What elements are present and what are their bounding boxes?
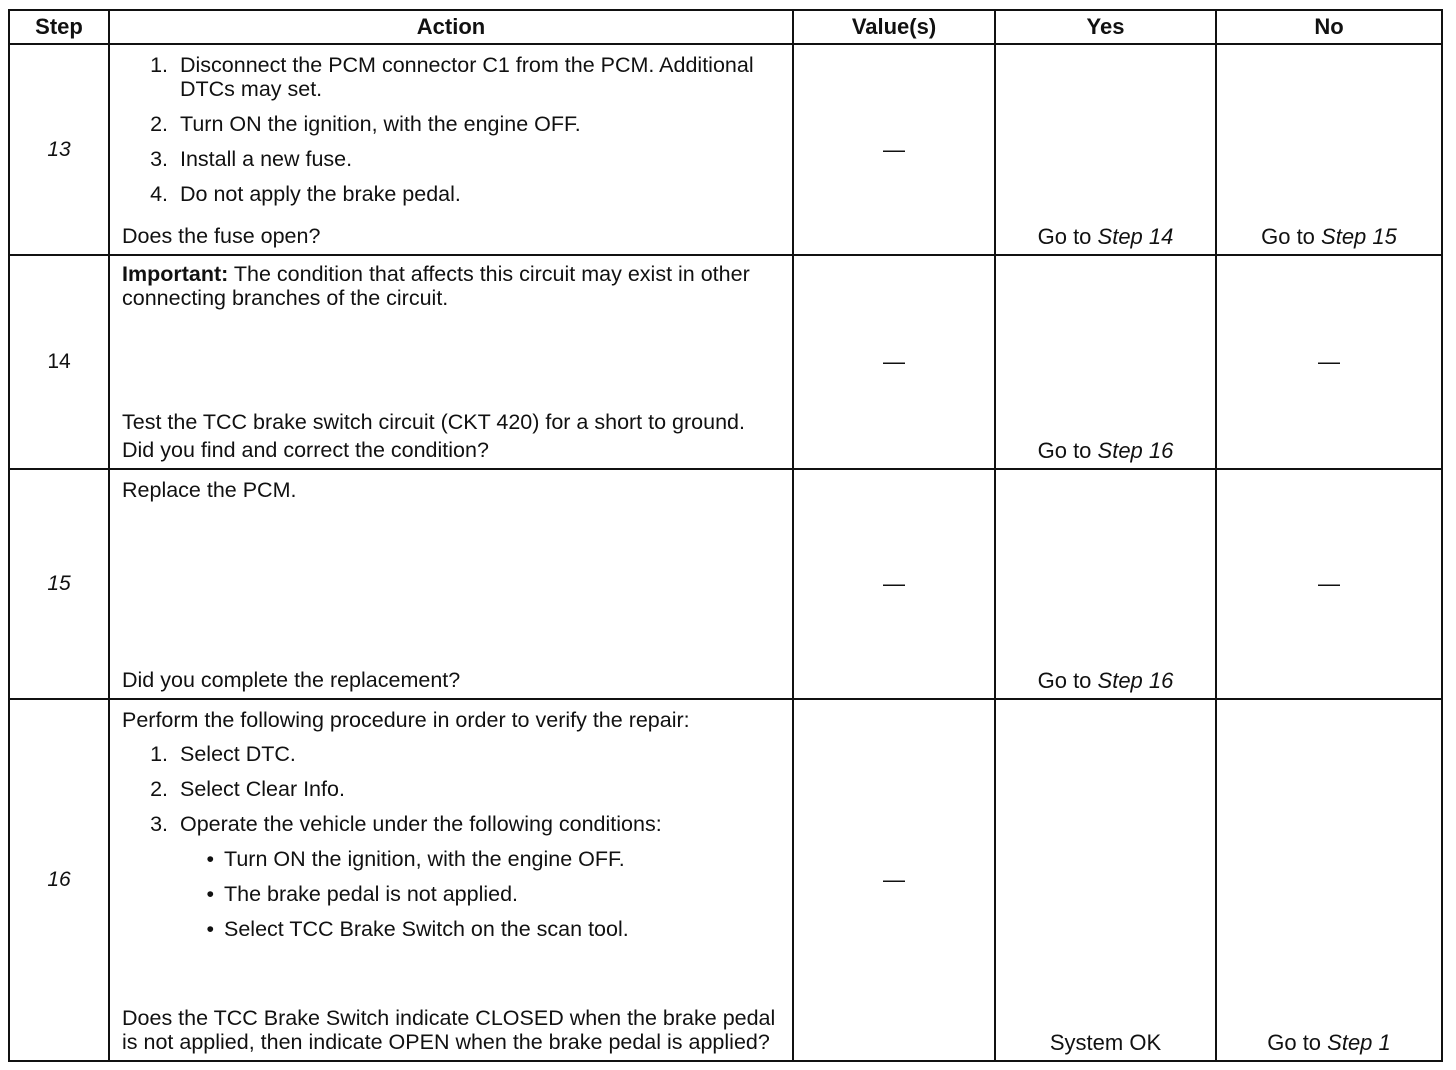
step-link: Step 16 [1097,438,1174,463]
important-note: Important: The condition that affects this circuit may exist in other connecting branches of the circuit. [122,262,750,310]
step-number: 16 [9,699,109,1061]
diagnostic-table [8,9,1443,1062]
list-item: 3. Operate the vehicle under the following conditions: [150,812,662,836]
table-row [9,699,1442,1061]
step-number: 14 [9,255,109,469]
list-item: 1. Select DTC. [150,742,296,766]
step-link: Step 1 [1327,1030,1391,1055]
step-link: Step 16 [1097,668,1174,693]
yes-cell: Go to Step 16 [995,469,1216,699]
list-item: 4. Do not apply the brake pedal. [150,182,461,206]
list-item: 3. Install a new fuse. [150,147,353,171]
list-item: • Select TCC Brake Switch on the scan tool. [122,917,778,941]
no-cell: Go to Step 15 [1216,44,1442,255]
header-row [9,10,1442,44]
question-text: Did you find and correct the condition? [122,438,489,462]
header-action: Action [109,10,793,44]
step-number: 13 [9,44,109,255]
header-yes: Yes [995,10,1216,44]
list-item: 2. Select Clear Info. [150,777,345,801]
action-text: Replace the PCM. [122,478,297,502]
header-no: No [1216,10,1442,44]
no-cell: — [1216,469,1442,699]
no-cell: Go to Step 1 [1216,699,1442,1061]
bullet-icon: • [206,847,214,871]
value-cell: — [793,44,995,255]
intro-text: Perform the following procedure in order to verify the repair: [122,708,690,732]
action-text: Test the TCC brake switch circuit (CKT 420) for a short to ground. [122,410,745,434]
value-cell: — [793,255,995,469]
table-row [9,255,1442,469]
action-cell [109,255,793,469]
table-row [9,469,1442,699]
value-cell: — [793,469,995,699]
no-cell: — [1216,255,1442,469]
list-item: • Turn ON the ignition, with the engine OFF. [122,847,778,871]
step-link: Step 15 [1321,224,1397,249]
bullet-icon: • [206,882,214,906]
list-item: • The brake pedal is not applied. [122,882,778,906]
list-item: 2. Turn ON the ignition, with the engine OFF. [150,112,581,136]
action-cell [109,699,793,1061]
yes-cell: System OK [995,699,1216,1061]
yes-cell: Go to Step 14 [995,44,1216,255]
value-cell: — [793,699,995,1061]
list-item: 1. Disconnect the PCM connector C1 from the PCM. Additional DTCs may set. [150,53,754,101]
yes-cell: Go to Step 16 [995,255,1216,469]
question-text: Does the TCC Brake Switch indicate CLOSED when the brake pedal is not applied, then indicate OPEN when the brake pedal is applied? [122,1006,776,1054]
step-link: Step 14 [1097,224,1174,249]
table-row [9,44,1442,255]
action-cell [109,469,793,699]
question-text: Did you complete the replacement? [122,668,461,692]
header-values: Value(s) [793,10,995,44]
question-text: Does the fuse open? [122,224,321,248]
header-step: Step [9,10,109,44]
action-cell [109,44,793,255]
bullet-icon: • [206,917,214,941]
step-number: 15 [9,469,109,699]
